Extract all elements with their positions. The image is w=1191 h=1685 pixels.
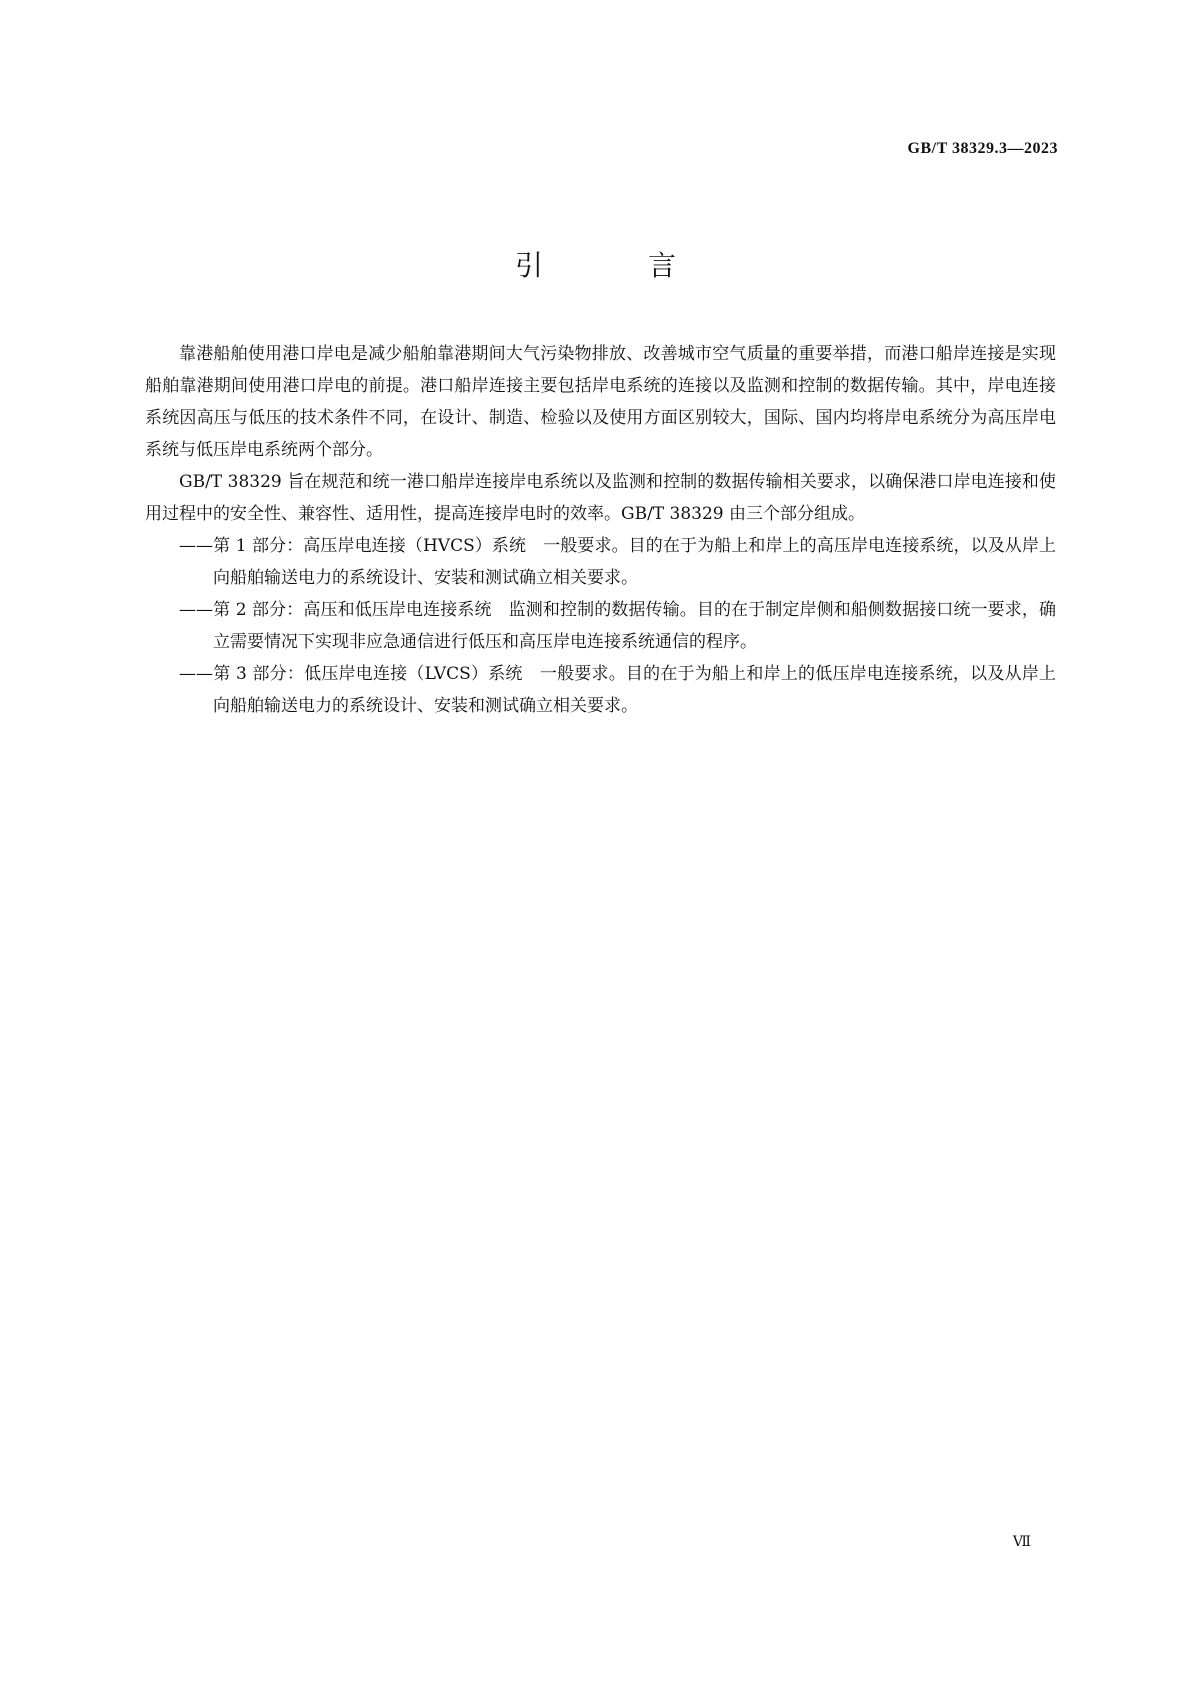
list-item-part-1: ——第 1 部分：高压岸电连接（HVCS）系统 一般要求。目的在于为船上和岸上的高压岸电连接系统，以及从岸上向船舶输送电力的系统设计、安装和测试确立相关要求。	[179, 536, 1056, 588]
standard-code: GB/T 38329.3—2023	[907, 140, 1058, 157]
document-body	[145, 338, 1056, 722]
paragraph-intro: 靠港船舶使用港口岸电是减少船舶靠港期间大气污染物排放、改善城市空气质量的重要举措，而港口船岸连接是实现船舶靠港期间使用港口岸电的前提。港口船岸连接主要包括岸电系统的连接以及监测和控制的数据传输。其中，岸电连接系统因高压与低压的技术条件不同，在设计、制造、检验以及使用方面区别较大，国际、国内均将岸电系统分为高压岸电系统与低压岸电系统两个部分。	[145, 344, 1056, 460]
list-item-part-3: ——第 3 部分：低压岸电连接（LVCS）系统 一般要求。目的在于为船上和岸上的低压岸电连接系统，以及从岸上向船舶输送电力的系统设计、安装和测试确立相关要求。	[179, 664, 1056, 716]
list-item-part-2: ——第 2 部分：高压和低压岸电连接系统 监测和控制的数据传输。目的在于制定岸侧和船侧数据接口统一要求，确立需要情况下实现非应急通信进行低压和高压岸电连接系统通信的程序。	[179, 600, 1056, 652]
parts-list	[145, 530, 1056, 722]
paragraph-scope: GB/T 38329 旨在规范和统一港口船岸连接岸电系统以及监测和控制的数据传输相关要求，以确保港口岸电连接和使用过程中的安全性、兼容性、适用性，提高连接岸电时的效率。GB/T 38329 由三个部分组成。	[145, 472, 1056, 524]
page-number: Ⅶ	[1012, 1535, 1031, 1550]
page-title: 引 言	[515, 249, 724, 282]
